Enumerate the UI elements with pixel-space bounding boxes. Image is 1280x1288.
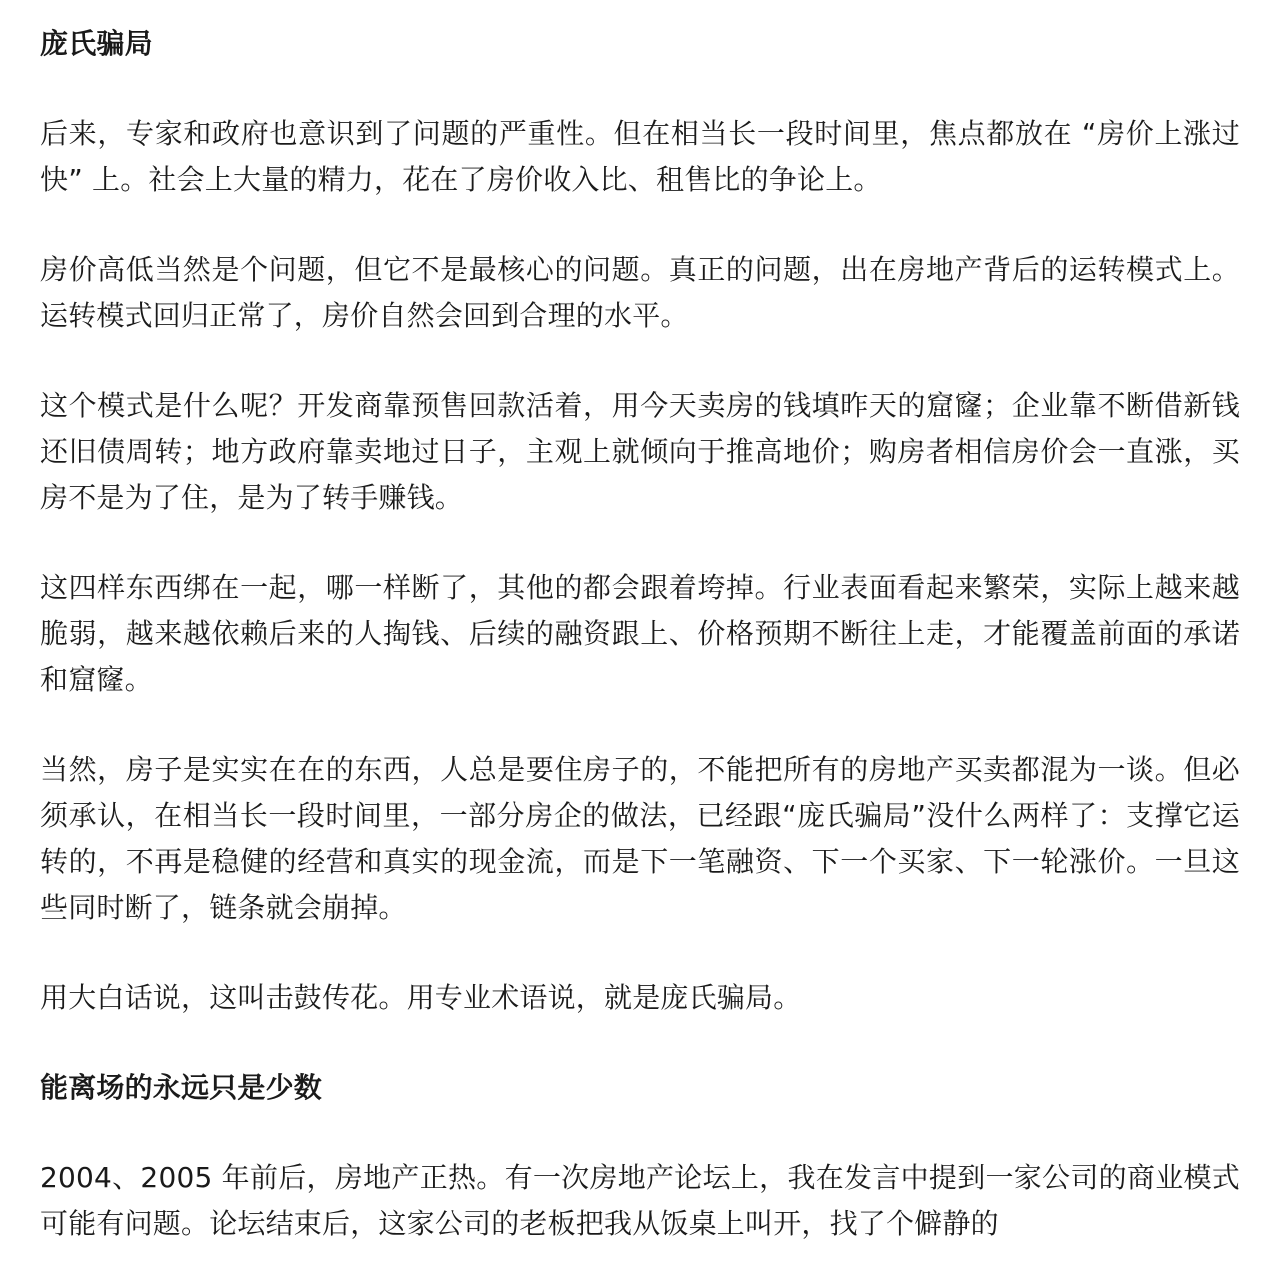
paragraph-7: 2004、2005 年前后，房地产正热。有一次房地产论坛上，我在发言中提到一家公司的商业模式可能有问题。论坛结束后，这家公司的老板把我从饭桌上叫开，找了个僻静的: [40, 1161, 1240, 1240]
section-heading-exit: 能离场的永远只是少数: [40, 1071, 323, 1104]
paragraph-2: 房价高低当然是个问题，但它不是最核心的问题。真正的问题，出在房地产背后的运转模式上。运转模式回归正常了，房价自然会回到合理的水平。: [40, 253, 1240, 332]
paragraph-3: 这个模式是什么呢？开发商靠预售回款活着，用今天卖房的钱填昨天的窟窿；企业靠不断借新钱还旧债周转；地方政府靠卖地过日子，主观上就倾向于推高地价；购房者相信房价会一直涨，买房不是为了住，是为了转手赚钱。: [40, 389, 1240, 514]
paragraph-4: 这四样东西绑在一起，哪一样断了，其他的都会跟着垮掉。行业表面看起来繁荣，实际上越来越脆弱，越来越依赖后来的人掏钱、后续的融资跟上、价格预期不断往上走，才能覆盖前面的承诺和窟窿。: [40, 571, 1240, 696]
paragraph-5: 当然，房子是实实在在的东西，人总是要住房子的，不能把所有的房地产买卖都混为一谈。但必须承认，在相当长一段时间里，一部分房企的做法，已经跟“庞氏骗局”没什么两样了：支撑它运转的，不再是稳健的经营和真实的现金流，而是下一笔融资、下一个买家、下一轮涨价。一旦这些同时断了，链条就会崩掉。: [40, 753, 1240, 924]
section-heading-ponzi: 庞氏骗局: [40, 27, 153, 60]
paragraph-6: 用大白话说，这叫击鼓传花。用专业术语说，就是庞氏骗局。: [40, 981, 802, 1014]
article-body: [40, 21, 1240, 1247]
paragraph-1: 后来，专家和政府也意识到了问题的严重性。但在相当长一段时间里，焦点都放在 “房价上涨过快” 上。社会上大量的精力，花在了房价收入比、租售比的争论上。: [40, 117, 1240, 196]
